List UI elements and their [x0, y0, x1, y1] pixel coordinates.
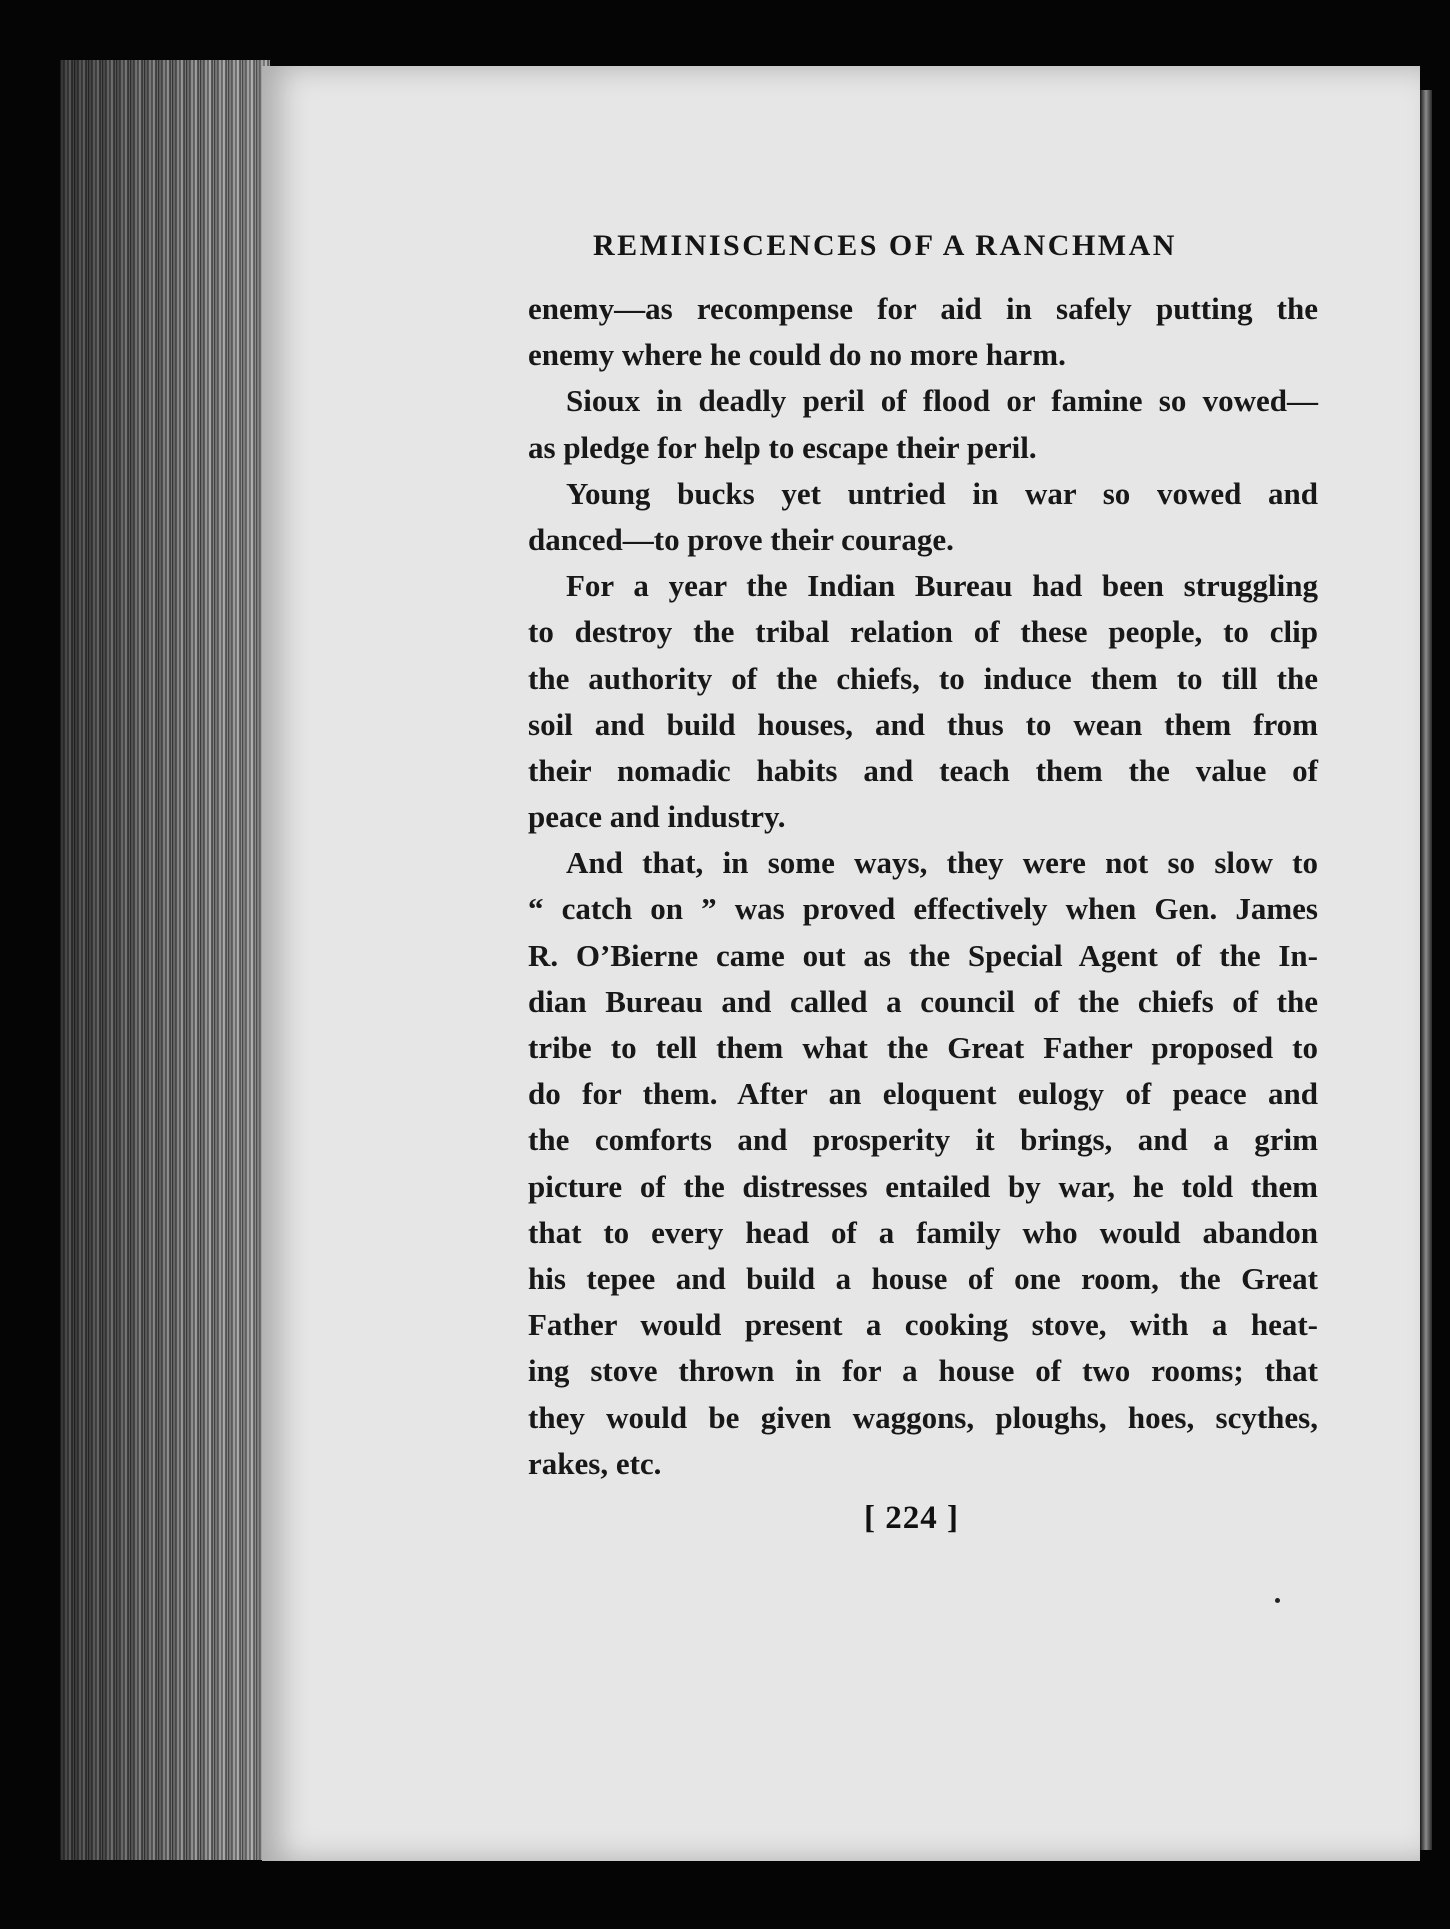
- text-line: enemy—as recompense for aid in safely putting the: [528, 291, 1318, 326]
- text-line: dian Bureau and called a council of the chiefs of the: [528, 983, 1318, 1019]
- text-line: do for them. After an eloquent eulogy of peace and: [528, 1076, 1318, 1112]
- text-line: the comforts and prosperity it brings, and a grim: [528, 1122, 1318, 1158]
- text-line: R. O’Bierne came out as the Special Agent of the In-: [528, 937, 1318, 973]
- text-line: And that, in some ways, they were not so slow to: [566, 845, 1318, 881]
- text-line: his tepee and build a house of one room, the Great: [528, 1260, 1318, 1296]
- text-line: picture of the distresses entailed by war, he told them: [528, 1168, 1318, 1204]
- text-line: their nomadic habits and teach them the value of: [528, 752, 1318, 788]
- text-line: danced—to prove their courage.: [528, 521, 954, 557]
- text-line: Sioux in deadly peril of flood or famine so vowed—: [566, 383, 1318, 419]
- running-head: REMINISCENCES OF A RANCHMAN: [593, 229, 1177, 262]
- text-line: to destroy the tribal relation of these people, to clip: [528, 614, 1318, 650]
- text-line: as pledge for help to escape their peril.: [528, 429, 1037, 465]
- body-text: [528, 286, 1318, 1487]
- text-line: “ catch on ” was proved effectively when Gen. James: [528, 891, 1318, 927]
- text-line: they would be given waggons, ploughs, hoes, scythes,: [528, 1399, 1318, 1435]
- text-line: soil and build houses, and thus to wean them from: [528, 706, 1318, 742]
- dust-speck: [1275, 1598, 1280, 1603]
- book-right-edge: [1420, 90, 1432, 1850]
- text-line: ing stove thrown in for a house of two rooms; that: [528, 1353, 1318, 1389]
- text-line: Young bucks yet untried in war so vowed and: [566, 475, 1318, 511]
- text-line: rakes, etc.: [528, 1445, 662, 1481]
- book-page-edges: [60, 60, 270, 1860]
- text-line: For a year the Indian Bureau had been struggling: [566, 568, 1318, 604]
- text-line: the authority of the chiefs, to induce them to till the: [528, 660, 1318, 696]
- text-line: peace and industry.: [528, 799, 786, 835]
- page-number: [ 224 ]: [864, 1500, 959, 1536]
- text-line: that to every head of a family who would abandon: [528, 1214, 1318, 1250]
- text-line: enemy where he could do no more harm.: [528, 337, 1066, 373]
- text-line: Father would present a cooking stove, with a heat-: [528, 1307, 1318, 1343]
- text-line: tribe to tell them what the Great Father proposed to: [528, 1030, 1318, 1065]
